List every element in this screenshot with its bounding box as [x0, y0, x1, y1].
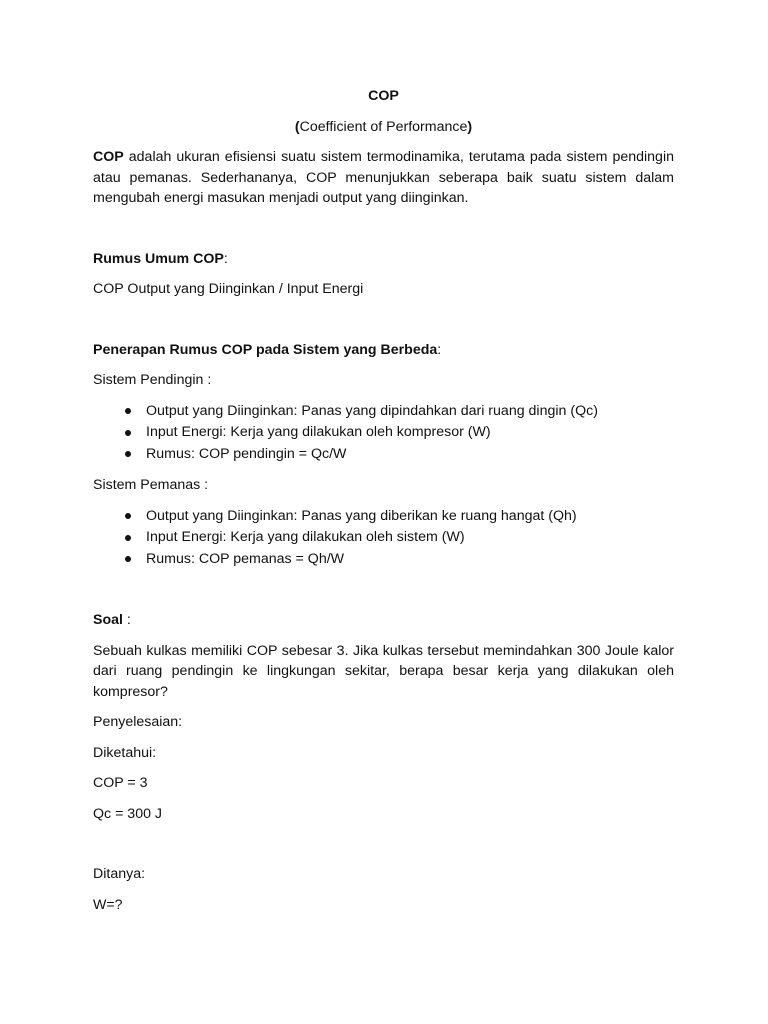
list-item	[146, 549, 674, 571]
subtitle-open-paren: (	[294, 118, 300, 135]
document-subtitle	[93, 117, 674, 138]
list-item	[146, 422, 674, 444]
problem-heading-text: Soal	[93, 612, 123, 628]
formula-text: COP Output yang Diinginkan / Input Energi	[93, 281, 364, 297]
document-title: COP	[368, 88, 399, 104]
bullet-icon	[125, 408, 131, 414]
bullet-icon	[125, 535, 131, 541]
bullet-icon	[125, 513, 131, 519]
formula-heading-text: Rumus Umum COP	[93, 250, 224, 267]
list-item-text: Output yang Diinginkan: Panas yang diberikan ke ruang hangat (Qh)	[146, 507, 577, 524]
subtitle-close-paren: )	[467, 118, 473, 135]
list-item	[146, 527, 674, 549]
problem-heading-suffix: :	[122, 612, 131, 628]
intro-paragraph	[93, 147, 674, 209]
list-item-text: Rumus: COP pendingin = Qc/W	[146, 445, 347, 462]
intro-text: adalah ukuran efisiensi suatu sistem termodinamika, terutama pada sistem pendingin atau pemanas. Sederhananya, COP menunjukkan seberapa baik suatu sistem dalam mengubah energi masukan menjadi output yang diinginkan.	[93, 149, 674, 206]
intro-term: COP	[93, 149, 124, 165]
heating-list	[93, 506, 674, 571]
problem-question: Sebuah kulkas memiliki COP sebesar 3. Jika kulkas tersebut memindahkan 300 Joule kalor dari ruang pendingin ke lingkungan sekitar, berapa besar kerja yang dilakukan oleh kompresor?	[93, 642, 674, 700]
known-cop: COP = 3	[93, 775, 148, 791]
bullet-icon	[125, 430, 131, 436]
solution-label: Penyelesaian:	[93, 714, 183, 730]
known-qc: Qc = 300 J	[93, 805, 163, 822]
list-item	[146, 506, 674, 528]
formula-heading	[93, 249, 674, 270]
application-heading-text: Penerapan Rumus COP pada Sistem yang Berbeda	[93, 341, 438, 358]
system-label-heating: Sistem Pemanas :	[93, 477, 209, 493]
list-item	[146, 401, 674, 423]
application-heading-colon: :	[437, 341, 442, 358]
application-heading	[93, 340, 674, 361]
list-item-text: Input Energi: Kerja yang dilakukan oleh sistem (W)	[146, 529, 465, 545]
bullet-icon	[125, 556, 131, 562]
asked-label: Ditanya:	[93, 866, 146, 882]
cooling-list	[93, 401, 674, 466]
asked-value: W=?	[93, 896, 123, 913]
list-item	[146, 444, 674, 466]
formula-heading-colon: :	[223, 250, 228, 267]
list-item-text: Rumus: COP pemanas = Qh/W	[146, 550, 345, 567]
subtitle-text: Coefficient of Performance	[299, 118, 468, 135]
system-label-cooling: Sistem Pendingin :	[93, 372, 212, 388]
list-item-text: Input Energi: Kerja yang dilakukan oleh kompresor (W)	[146, 424, 491, 440]
known-label: Diketahui:	[93, 744, 157, 761]
list-item-text: Output yang Diinginkan: Panas yang dipindahkan dari ruang dingin (Qc)	[146, 402, 598, 419]
problem-heading	[93, 610, 674, 631]
bullet-icon	[125, 451, 131, 457]
document-page	[93, 86, 674, 915]
